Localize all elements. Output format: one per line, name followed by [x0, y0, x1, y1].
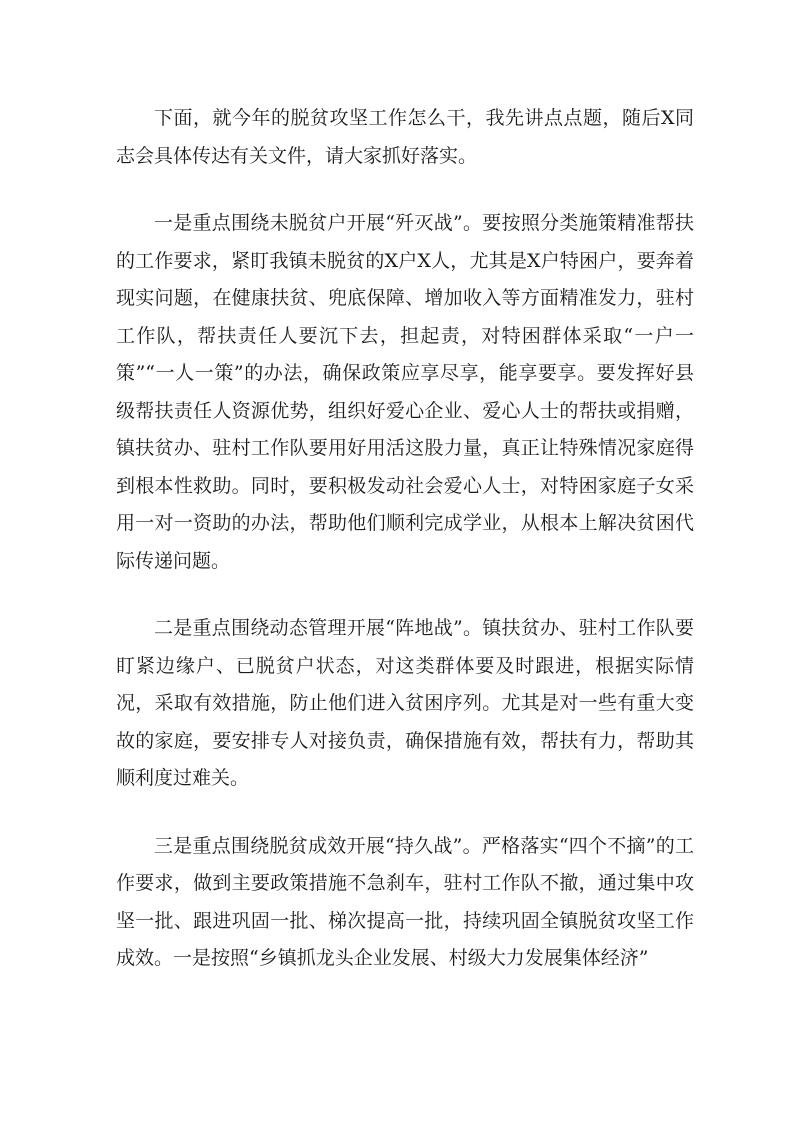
paragraph-point-one: 一是重点围绕未脱贫户开展“歼灭战”。要按照分类施策精准帮扶的工作要求，紧盯我镇未脱贫的X户X人，尤其是X户特困户，要奔着现实问题，在健康扶贫、兜底保障、增加收入等方面精准发力，驻村工作队，帮扶责任人要沉下去，担起责，对特困群体采取“一户一策”“一人一策”的办法，确保政策应享尽享，能享要享。要发挥好县级帮扶责任人资源优势，组织好爱心企业、爱心人士的帮扶或捐赠，镇扶贫办、驻村工作队要用好用活这股力量，真正让特殊情况家庭得到根本性救助。同时，要积极发动社会爱心人士，对特困家庭子女采用一对一资助的办法，帮助他们顺利完成学业，从根本上解决贫困代际传递问题。	[116, 212, 694, 572]
document-body	[116, 100, 694, 1008]
paragraph-point-two: 二是重点围绕动态管理开展“阵地战”。镇扶贫办、驻村工作队要盯紧边缘户、已脱贫户状态，对这类群体要及时跟进，根据实际情况，采取有效措施，防止他们进入贫困序列。尤其是对一些有重大变故的家庭，要安排专人对接负责，确保措施有效，帮扶有力，帮助其顺利度过难关。	[116, 617, 694, 789]
paragraph-intro: 下面，就今年的脱贫攻坚工作怎么干，我先讲点点题，随后X同志会具体传达有关文件，请大家抓好落实。	[116, 107, 694, 167]
paragraph-point-three: 三是重点围绕脱贫成效开展“持久战”。严格落实“四个不摘”的工作要求，做到主要政策措施不急刹车，驻村工作队不撤，通过集中攻坚一批、跟进巩固一批、梯次提高一批，持续巩固全镇脱贫攻坚工作成效。一是按照“乡镇抓龙头企业发展、村级大力发展集体经济”	[116, 834, 694, 969]
